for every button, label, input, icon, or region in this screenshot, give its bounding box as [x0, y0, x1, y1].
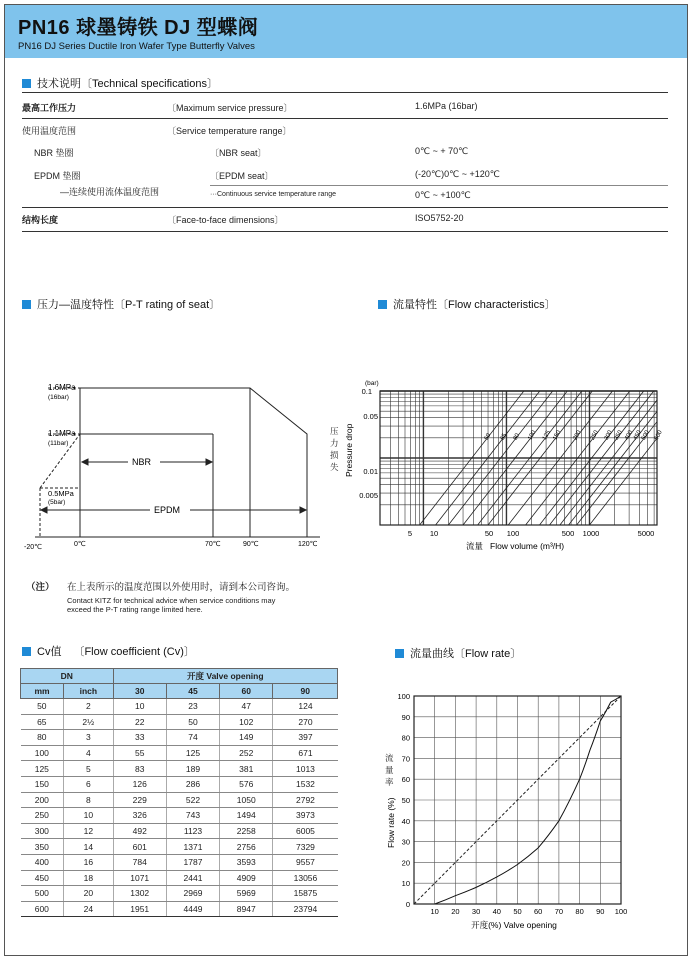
- page-title: PN16 球墨铸铁 DJ 型蝶阀: [18, 17, 259, 39]
- table-cell: 350: [21, 839, 64, 855]
- table-cell: 80: [21, 730, 64, 746]
- table-row: [21, 699, 338, 715]
- table-cell: 4: [64, 745, 113, 761]
- page-header: [5, 5, 687, 58]
- table-cell: 12: [64, 823, 113, 839]
- table-cell: 125: [21, 761, 64, 777]
- table-cell: 100: [21, 745, 64, 761]
- fr-ytick: 50: [401, 796, 410, 805]
- table-cell: 102: [220, 714, 273, 730]
- svg-text:(11bar): (11bar): [48, 440, 69, 447]
- table-cell: 397: [273, 730, 338, 746]
- fr-ytick: 60: [401, 775, 410, 785]
- pt-ylabel-05: 0.5MPa: [48, 489, 74, 498]
- table-row: [21, 761, 338, 777]
- table-cell: 400: [21, 854, 64, 870]
- table-cell: 1013: [273, 761, 338, 777]
- fc-ytick: 0.1: [361, 387, 372, 396]
- table-cell: 522: [166, 792, 219, 808]
- table-cell: 492: [113, 823, 166, 839]
- arrow-left-icon: [41, 507, 47, 513]
- table-cell: 1787: [166, 854, 219, 870]
- table-cell: 326: [113, 808, 166, 824]
- table-cell: 14: [64, 839, 113, 855]
- fc-yunit: (bar): [365, 380, 379, 387]
- fc-series-label: 500: [640, 429, 651, 442]
- table-cell: 576: [220, 776, 273, 792]
- section-marker-icon: [22, 647, 31, 656]
- fc-xtick: 5000: [637, 529, 655, 538]
- table-cell: 1532: [273, 776, 338, 792]
- note-label: （注）: [26, 582, 55, 593]
- table-cell: 65: [21, 714, 64, 730]
- table-cell: 125: [166, 745, 219, 761]
- cv-table: [20, 668, 338, 917]
- table-cell: 5969: [220, 886, 273, 902]
- fc-series-label: 65: [499, 432, 509, 442]
- fr-ytick: 30: [401, 837, 410, 847]
- fr-xtick: 60: [534, 907, 543, 916]
- table-cell: 149: [220, 730, 273, 746]
- table-cell: 2258: [220, 823, 273, 839]
- table-cell: 7329: [273, 839, 338, 855]
- fr-xtick: 40: [492, 907, 501, 916]
- cv-subhead-cell: 45: [166, 684, 219, 699]
- fc-series-label: 50: [483, 432, 493, 442]
- pt-nbr-label: NBR: [132, 457, 152, 467]
- table-cell: 20: [64, 886, 113, 902]
- flowrate-section-title: 流量曲线〔Flow rate〕: [395, 645, 521, 661]
- table-cell: 22: [113, 714, 166, 730]
- table-cell: 600: [21, 901, 64, 917]
- cv-section-title: Cv值 〔Flow coefficient (Cv)〕: [22, 643, 195, 659]
- table-cell: 1494: [220, 808, 273, 824]
- table-cell: 10: [64, 808, 113, 824]
- table-cell: 10: [113, 699, 166, 715]
- fc-series-label: 80: [512, 432, 522, 442]
- fr-xtitle: 开度(%) Valve opening: [471, 920, 557, 930]
- table-cell: 23: [166, 699, 219, 715]
- fc-xtick: 10: [429, 529, 439, 538]
- divider: [22, 92, 668, 93]
- table-cell: 381: [220, 761, 273, 777]
- cv-head-dn: DN: [21, 669, 114, 684]
- fr-ytick: 20: [401, 858, 410, 868]
- table-row: [21, 870, 338, 886]
- pt-ylabel-11: 1.1MPa: [48, 429, 76, 438]
- section-marker-icon: [395, 649, 404, 658]
- flowchar-section-title: 流量特性〔Flow characteristics〕: [378, 296, 556, 312]
- fc-series-label: 250: [589, 429, 600, 442]
- table-cell: 286: [166, 776, 219, 792]
- cv-subhead-cell: 30: [113, 684, 166, 699]
- table-cell: 784: [113, 854, 166, 870]
- table-cell: 33: [113, 730, 166, 746]
- table-cell: 3593: [220, 854, 273, 870]
- table-cell: 55: [113, 745, 166, 761]
- table-row: [21, 792, 338, 808]
- section-marker-icon: [22, 79, 31, 88]
- fr-ytick: 10: [401, 879, 410, 889]
- table-cell: 50: [21, 699, 64, 715]
- pt-ylabel-16: 1.6MPa: [48, 383, 76, 392]
- table-cell: 2441: [166, 870, 219, 886]
- fc-xtick: 100: [506, 529, 520, 538]
- divider: [22, 231, 668, 232]
- table-cell: 83: [113, 761, 166, 777]
- divider: [22, 118, 668, 119]
- pt-section-title: 压力—温度特性〔P-T rating of seat〕: [22, 296, 220, 312]
- table-cell: 16: [64, 854, 113, 870]
- table-cell: 2½: [64, 714, 113, 730]
- table-row: [21, 776, 338, 792]
- table-cell: 2: [64, 699, 113, 715]
- table-row: [21, 839, 338, 855]
- cv-subhead-cell: mm: [21, 684, 64, 699]
- section-marker-icon: [22, 300, 31, 309]
- section-marker-icon: [378, 300, 387, 309]
- fr-xtick: 10: [430, 907, 439, 916]
- table-cell: 1302: [113, 886, 166, 902]
- fr-ytick: 40: [401, 816, 410, 826]
- pt-xtick: 120℃: [298, 541, 318, 548]
- table-cell: 2756: [220, 839, 273, 855]
- table-row: [21, 823, 338, 839]
- table-cell: 8: [64, 792, 113, 808]
- fr-xtick: 70: [554, 907, 564, 916]
- table-row: [21, 714, 338, 730]
- flow-rate-chart: [378, 688, 638, 938]
- table-cell: 18: [64, 870, 113, 886]
- fc-xtick: 1000: [582, 529, 600, 538]
- fr-xtick: 50: [513, 907, 522, 916]
- table-row: [21, 854, 338, 870]
- table-cell: 3: [64, 730, 113, 746]
- pt-xtick: 0℃: [74, 541, 86, 548]
- table-cell: 500: [21, 886, 64, 902]
- fc-ytitle-cn: 压力损失: [330, 426, 339, 472]
- table-cell: 189: [166, 761, 219, 777]
- table-row: [21, 886, 338, 902]
- page-subtitle: PN16 DJ Series Ductile Iron Wafer Type Butterfly Valves: [18, 41, 255, 52]
- table-cell: 2969: [166, 886, 219, 902]
- fc-ytitle-en: Pressure drop: [344, 423, 354, 477]
- table-cell: 229: [113, 792, 166, 808]
- table-cell: 4909: [220, 870, 273, 886]
- fc-xtitle-cn: 流量: [466, 541, 484, 551]
- svg-text:(5bar): (5bar): [48, 499, 66, 506]
- fr-ytitle-cn: 流量率: [385, 753, 394, 787]
- pt-xtick: 90℃: [243, 541, 259, 548]
- arrow-right-icon: [300, 507, 306, 513]
- note-en-2: exceed the P-T rating range limited here.: [67, 605, 203, 614]
- note-cn: 在上表所示的温度范围以外使用时，请到本公司咨询。: [67, 582, 296, 593]
- fc-ytick: 0.01: [363, 467, 378, 476]
- fc-xtick: 50: [484, 529, 494, 538]
- table-cell: 13056: [273, 870, 338, 886]
- table-cell: 50: [166, 714, 219, 730]
- fc-ytick: 0.005: [359, 491, 378, 500]
- table-cell: 200: [21, 792, 64, 808]
- table-cell: 124: [273, 699, 338, 715]
- table-cell: 1123: [166, 823, 219, 839]
- fr-xtick: 90: [596, 907, 605, 916]
- table-row: [21, 730, 338, 746]
- fc-series-label: 300: [603, 429, 614, 442]
- fr-xtick: 100: [614, 907, 628, 916]
- fr-ytick: 0: [405, 900, 410, 909]
- cv-subhead-cell: 90: [273, 684, 338, 699]
- fc-series-label: 100: [527, 429, 538, 442]
- fc-series-label: 350: [613, 429, 624, 442]
- fc-xtick: 5: [407, 529, 413, 538]
- table-cell: 74: [166, 730, 219, 746]
- table-cell: 1951: [113, 901, 166, 917]
- table-cell: 5: [64, 761, 113, 777]
- table-cell: 47: [220, 699, 273, 715]
- table-cell: 270: [273, 714, 338, 730]
- table-cell: 15875: [273, 886, 338, 902]
- fr-xtick: 80: [575, 907, 584, 916]
- fc-xtick: 500: [561, 529, 575, 538]
- fc-series-label: 150: [552, 429, 563, 442]
- table-cell: 23794: [273, 901, 338, 917]
- pt-xtick: 70℃: [205, 541, 221, 548]
- specs-section-title: 技术说明〔Technical specifications〕: [22, 75, 218, 91]
- table-cell: 3973: [273, 808, 338, 824]
- table-cell: 743: [166, 808, 219, 824]
- fr-xtick: 20: [451, 907, 460, 916]
- table-cell: 8947: [220, 901, 273, 917]
- cv-subhead-cell: 60: [220, 684, 273, 699]
- table-cell: 6: [64, 776, 113, 792]
- fr-ytick: 100: [397, 692, 410, 701]
- fc-ytick: 0.05: [363, 412, 378, 421]
- table-cell: 601: [113, 839, 166, 855]
- table-cell: 252: [220, 745, 273, 761]
- table-cell: 6005: [273, 823, 338, 839]
- table-cell: 126: [113, 776, 166, 792]
- table-cell: 1071: [113, 870, 166, 886]
- svg-text:(16bar): (16bar): [48, 394, 69, 401]
- fc-series-line: [589, 438, 657, 525]
- fc-series-label: 450: [632, 429, 643, 442]
- table-cell: 300: [21, 823, 64, 839]
- table-cell: 250: [21, 808, 64, 824]
- cv-subhead-cell: inch: [64, 684, 113, 699]
- table-row: [21, 901, 338, 917]
- fc-series-label: 400: [624, 429, 635, 442]
- table-cell: 150: [21, 776, 64, 792]
- table-cell: 450: [21, 870, 64, 886]
- fc-series-label: 125: [541, 429, 552, 442]
- fc-series-label: 600: [653, 429, 664, 442]
- table-cell: 1371: [166, 839, 219, 855]
- table-cell: 4449: [166, 901, 219, 917]
- fr-xtick: 30: [471, 907, 481, 916]
- pt-xtick: -20℃: [24, 544, 42, 551]
- fr-ytick: 80: [401, 733, 410, 743]
- table-cell: 2792: [273, 792, 338, 808]
- pt-epdm-label: EPDM: [154, 505, 181, 515]
- arrow-right-icon: [206, 459, 212, 465]
- table-row: [21, 808, 338, 824]
- table-cell: 1050: [220, 792, 273, 808]
- table-row: [21, 745, 338, 761]
- table-cell: 671: [273, 745, 338, 761]
- flow-characteristics-chart: [328, 375, 673, 555]
- divider: [22, 207, 668, 208]
- table-cell: 24: [64, 901, 113, 917]
- fc-xtitle-en: Flow volume (m³/H): [490, 541, 565, 551]
- pt-rating-chart: [0, 370, 340, 555]
- divider: [210, 185, 668, 186]
- fr-ytitle-en: Flow rate (%): [386, 797, 396, 848]
- note-en-1: Contact KITZ for technical advice when service conditions may: [67, 596, 276, 605]
- cv-head-opening: 开度 Valve opening: [113, 669, 337, 684]
- arrow-left-icon: [82, 459, 88, 465]
- fc-series-label: 200: [572, 429, 583, 442]
- fr-ytick: 90: [401, 712, 410, 722]
- table-cell: 9557: [273, 854, 338, 870]
- fr-ytick: 70: [401, 754, 410, 764]
